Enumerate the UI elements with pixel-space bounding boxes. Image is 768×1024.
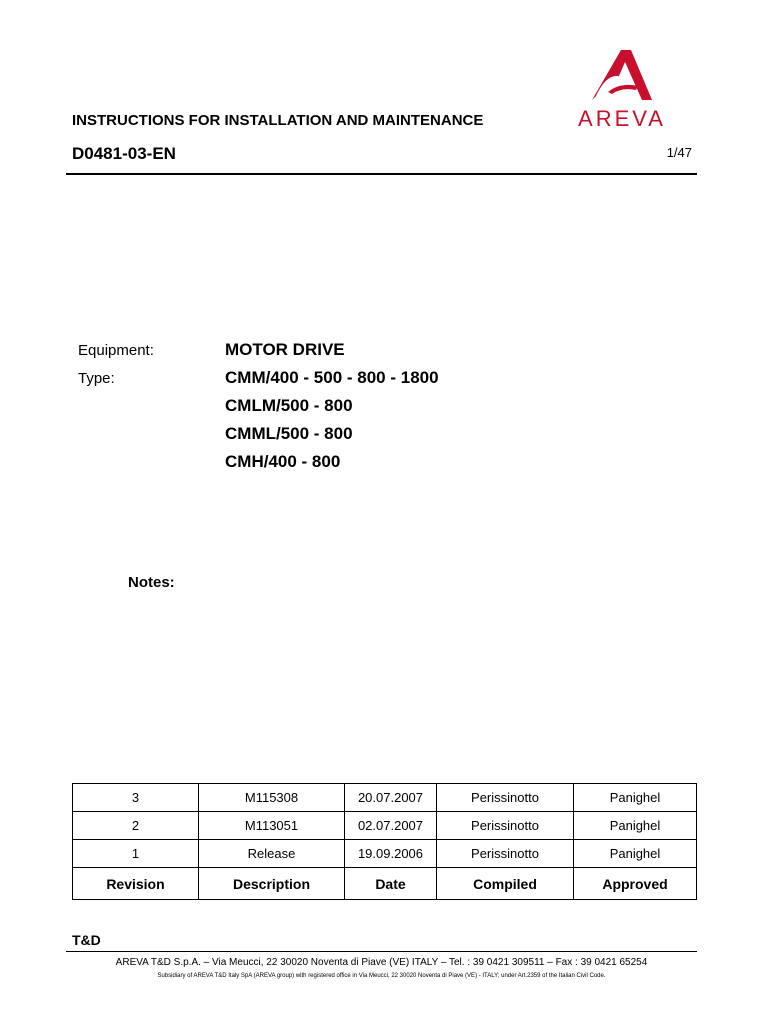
approved-cell: Panighel — [574, 840, 697, 868]
table-row — [73, 812, 697, 840]
equipment-value: MOTOR DRIVE — [225, 340, 345, 359]
header-revision: Revision — [73, 868, 199, 900]
header-compiled: Compiled — [437, 868, 574, 900]
document-code: D0481-03-EN — [72, 144, 176, 163]
equipment-label: Equipment: — [78, 342, 154, 359]
areva-a-icon — [548, 46, 696, 130]
date-cell: 20.07.2007 — [345, 784, 437, 812]
areva-logo — [548, 46, 696, 130]
header-date: Date — [345, 868, 437, 900]
date-cell: 19.09.2006 — [345, 840, 437, 868]
type-label: Type: — [78, 370, 115, 387]
notes-label: Notes: — [128, 574, 175, 591]
header-description: Description — [199, 868, 345, 900]
company-address: AREVA T&D S.p.A. – Via Meucci, 22 30020 Noventa di Piave (VE) ITALY – Tel. : 39 0421 309511 – Fax : 39 0421 65254 — [115, 957, 648, 968]
svg-text:AREVA: AREVA — [578, 106, 666, 130]
document-title: INSTRUCTIONS FOR INSTALLATION AND MAINTENANCE — [72, 112, 484, 129]
revision-cell: 2 — [73, 812, 199, 840]
footer-divider — [66, 951, 697, 952]
legal-notice: Subsidiary of AREVA T&D Italy SpA (AREVA group) with registered office in Via Meucci, 22 30020 Noventa di Piave (VE) - ITALY; under Art.2359 of the Italian Civil Code. — [157, 973, 606, 979]
date-cell: 02.07.2007 — [345, 812, 437, 840]
header-divider — [66, 173, 697, 175]
page-number: 1/47 — [666, 145, 692, 160]
type-value-1: CMM/400 - 500 - 800 - 1800 — [225, 368, 439, 387]
header-approved: Approved — [574, 868, 697, 900]
approved-cell: Panighel — [574, 784, 697, 812]
compiled-cell: Perissinotto — [437, 812, 574, 840]
compiled-cell: Perissinotto — [437, 784, 574, 812]
description-cell: M115308 — [199, 784, 345, 812]
table-row — [73, 784, 697, 812]
table-header-row — [73, 868, 697, 900]
type-value-4: CMH/400 - 800 — [225, 452, 341, 471]
revision-cell: 1 — [73, 840, 199, 868]
type-value-2: CMLM/500 - 800 — [225, 396, 353, 415]
type-value-3: CMML/500 - 800 — [225, 424, 353, 443]
approved-cell: Panighel — [574, 812, 697, 840]
description-cell: M113051 — [199, 812, 345, 840]
revision-table — [72, 783, 697, 900]
table-row — [73, 840, 697, 868]
division-label: T&D — [72, 932, 101, 948]
compiled-cell: Perissinotto — [437, 840, 574, 868]
revision-cell: 3 — [73, 784, 199, 812]
description-cell: Release — [199, 840, 345, 868]
